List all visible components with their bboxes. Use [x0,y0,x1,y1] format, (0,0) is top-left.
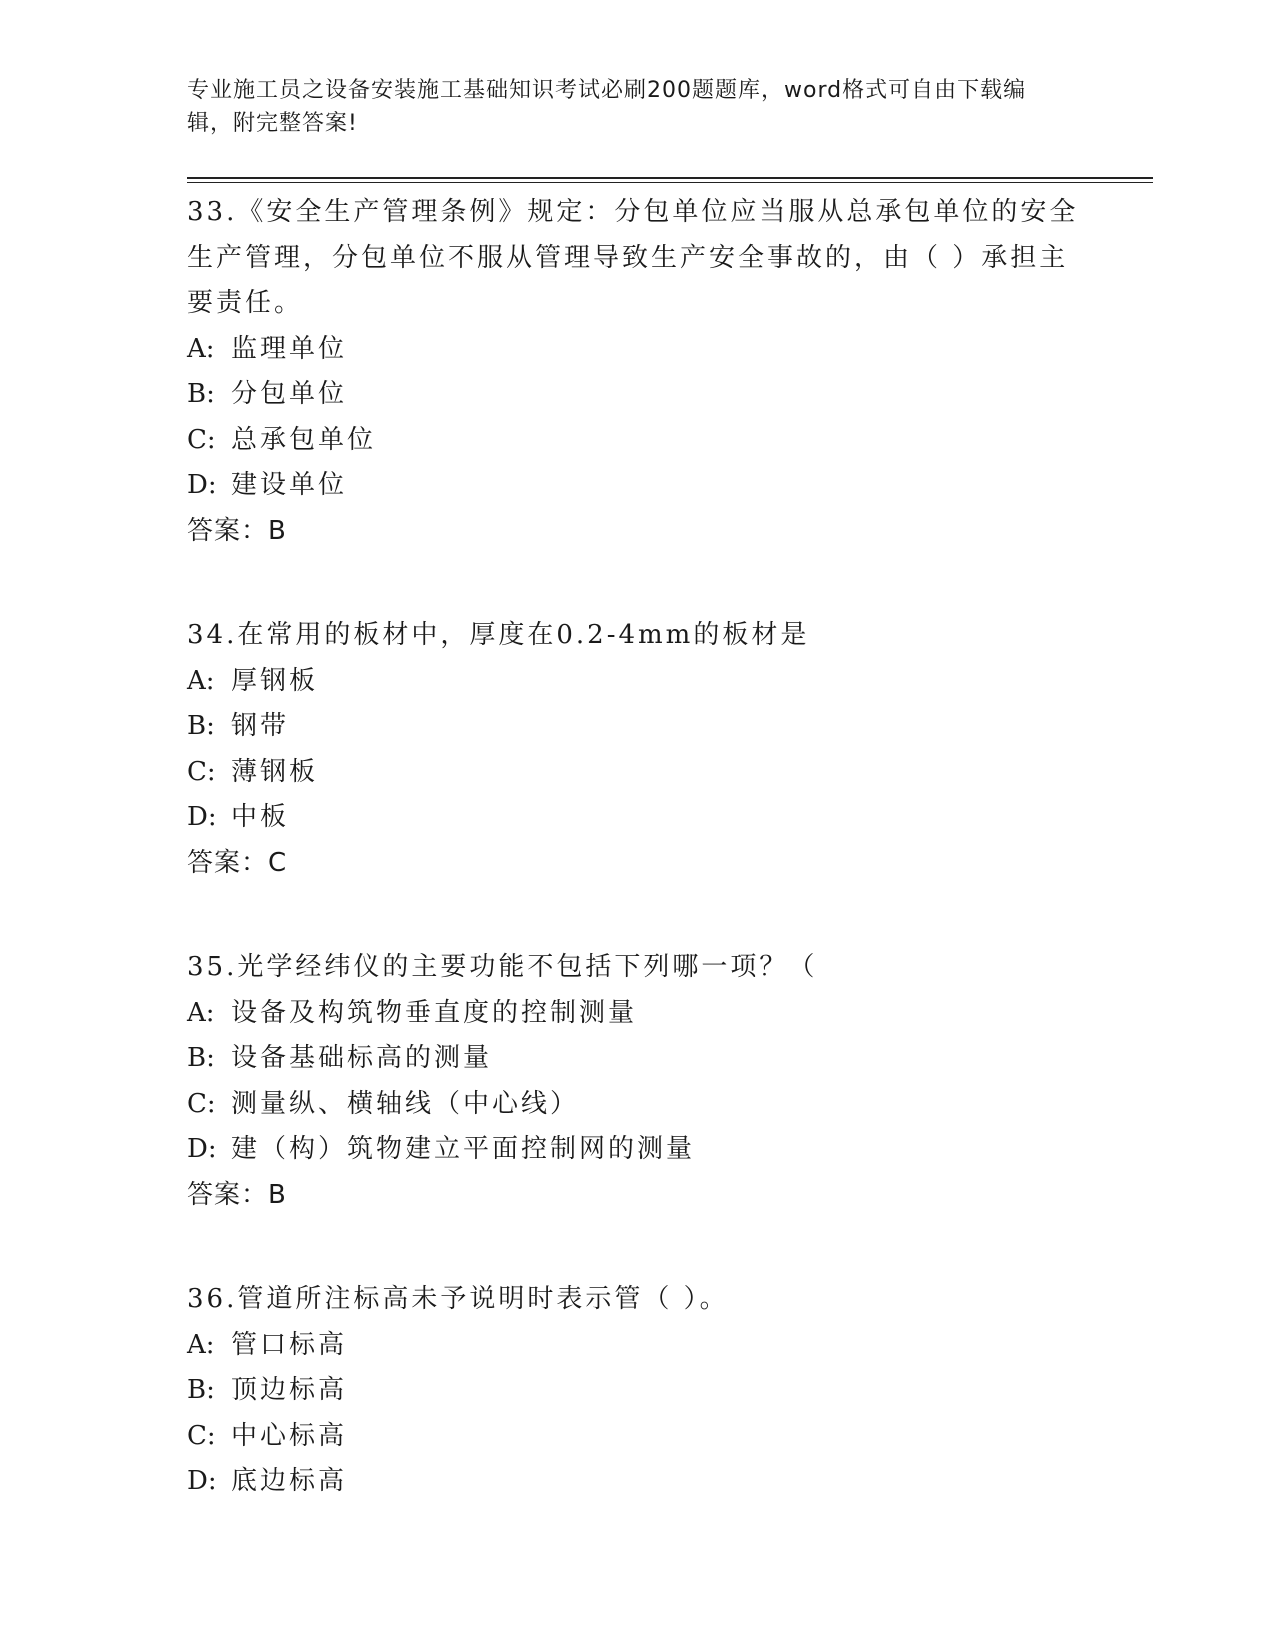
option-d [187,795,1087,841]
header-rule-thin [187,182,1153,183]
option-c [187,1414,1087,1460]
option-key: B: [187,1375,215,1405]
option-a [187,1323,1087,1369]
option-key: D: [187,802,217,832]
question-34 [187,613,1087,886]
option-text: 钢带 [231,711,290,741]
option-key: C: [187,424,216,455]
option-key: D: [187,1466,217,1496]
option-d [187,463,1087,509]
question-stem: 36.管道所注标高未予说明时表示管（ ）。 [187,1284,729,1314]
option-key: C: [187,756,216,787]
option-text: 薄钢板 [231,756,319,787]
option-key: A: [187,1329,215,1360]
option-b [187,704,1087,750]
option-d [187,1459,1087,1505]
option-text: 监理单位 [231,333,348,364]
option-key: B: [187,1043,215,1073]
option-key: D: [187,470,217,500]
option-key: C: [187,1088,216,1119]
option-text: 中板 [231,802,290,832]
option-text: 管口标高 [231,1329,348,1360]
option-b [187,1368,1087,1414]
option-key: A: [187,997,215,1028]
option-b [187,372,1087,418]
question-35 [187,945,1087,1218]
option-key: A: [187,665,215,696]
answer-line: 答案：B [187,1179,287,1210]
option-text: 顶边标高 [231,1375,348,1405]
option-text: 总承包单位 [231,424,377,455]
question-stem: 34.在常用的板材中，厚度在0.2-4mm的板材是 [187,620,810,650]
option-a [187,659,1087,705]
option-text: 底边标高 [231,1466,348,1496]
document-header: 专业施工员之设备安装施工基础知识考试必刷200题题库，word格式可自由下载编辑，附完整答案! [187,78,1027,136]
answer-line: 答案：B [187,515,287,546]
option-c [187,1082,1087,1128]
question-stem: 35.光学经纬仪的主要功能不包括下列哪一项？（ [187,952,818,982]
option-key: B: [187,711,215,741]
option-text: 厚钢板 [231,665,319,696]
option-a [187,327,1087,373]
question-36 [187,1277,1087,1505]
option-b [187,1036,1087,1082]
option-d [187,1127,1087,1173]
option-key: C: [187,1420,216,1451]
option-key: D: [187,1134,217,1164]
option-text: 建（构）筑物建立平面控制网的测量 [231,1134,696,1164]
option-text: 测量纵、横轴线（中心线） [231,1088,580,1119]
answer-line: 答案：C [187,847,288,878]
option-c [187,418,1087,464]
option-text: 设备及构筑物垂直度的控制测量 [231,997,638,1028]
option-c [187,750,1087,796]
option-text: 设备基础标高的测量 [231,1043,493,1073]
question-stem: 33.《安全生产管理条例》规定：分包单位应当服从总承包单位的安全生产管理，分包单位不服从管理导致生产安全事故的，由（ ）承担主要责任。 [187,197,1079,318]
option-a [187,991,1087,1037]
header-rule-thick [187,177,1153,179]
option-key: B: [187,379,215,409]
question-33 [187,190,1087,554]
option-text: 中心标高 [231,1420,348,1451]
option-text: 建设单位 [231,470,348,500]
option-text: 分包单位 [231,379,348,409]
option-key: A: [187,333,215,364]
question-list [187,190,1087,1564]
